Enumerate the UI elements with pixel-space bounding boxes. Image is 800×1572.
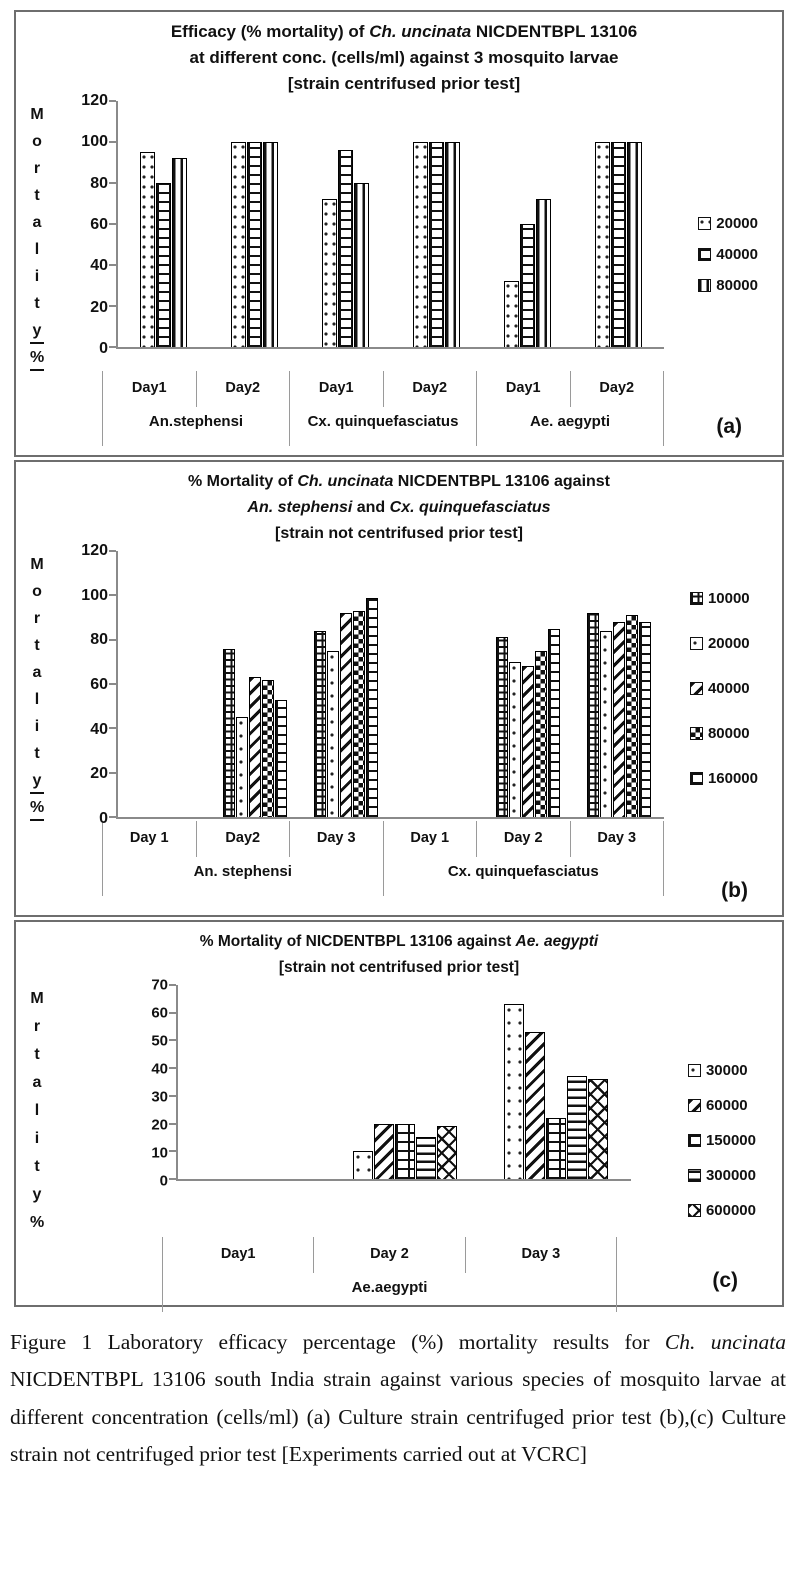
day-axis-label: Day2 <box>197 371 291 407</box>
bar-group <box>209 551 300 817</box>
bar-10000 <box>314 631 326 817</box>
panel-b-label: (b) <box>721 879 748 902</box>
text-segment: Figure 1 Laboratory efficacy percentage (%) mortality results for <box>10 1330 665 1354</box>
day-axis-label: Day 2 <box>314 1237 465 1273</box>
legend-swatch-brick <box>688 1134 701 1147</box>
text-segment: and <box>352 499 390 516</box>
y-tick-mark <box>109 550 116 552</box>
chart-b-species-row <box>102 857 664 896</box>
y-axis-label-char: t <box>34 295 40 312</box>
panel-b <box>14 460 784 917</box>
bar-40000 <box>611 142 626 347</box>
y-axis-label-char: y <box>30 317 44 344</box>
y-tick-label: 10 <box>151 1144 168 1162</box>
text-segment: Efficacy (% mortality) of <box>170 22 370 41</box>
y-tick-mark <box>169 1039 176 1041</box>
day-axis-label: Day1 <box>102 371 197 407</box>
bar-group <box>209 101 300 347</box>
text-segment: [strain not centrifused prior test] <box>274 525 524 542</box>
y-tick-mark <box>109 141 116 143</box>
bar-20000 <box>236 717 248 817</box>
bar-20000 <box>140 152 155 347</box>
bar-group <box>300 101 391 347</box>
day-axis-label: Day 2 <box>477 821 571 857</box>
legend-item <box>690 590 758 607</box>
bar-300000 <box>416 1137 436 1179</box>
y-tick-label: 20 <box>90 298 108 316</box>
chart-c-x-axis-table <box>162 1237 617 1312</box>
y-tick-mark <box>169 1123 176 1125</box>
bar-40000 <box>249 677 261 817</box>
chart-a-x-axis-table <box>102 371 664 446</box>
y-tick-label: 70 <box>151 976 168 994</box>
legend-item <box>688 1132 756 1149</box>
bar-group <box>391 101 482 347</box>
chart-c-day-row <box>162 1237 617 1273</box>
bar-80000 <box>535 651 547 817</box>
chart-c-y-axis-label <box>16 985 64 1237</box>
chart-b-plot-area <box>116 551 664 819</box>
legend-label: 20000 <box>716 215 758 232</box>
bar-20000 <box>504 281 519 347</box>
legend-label: 600000 <box>705 1202 756 1219</box>
y-tick-label: 120 <box>81 92 108 109</box>
bar-40000 <box>340 613 352 817</box>
y-axis-label-char: M <box>30 990 44 1007</box>
legend-swatch-dots <box>698 217 711 230</box>
chart-b-day-row <box>102 821 664 857</box>
chart-a-day-row <box>102 371 664 407</box>
y-axis-label-char: i <box>34 718 40 735</box>
y-axis-label-char: l <box>34 691 40 708</box>
bar-group <box>573 551 664 817</box>
chart-c-species-row <box>162 1273 617 1312</box>
legend-swatch-crossx <box>688 1204 701 1217</box>
chart-a-y-axis-ticks <box>64 92 116 357</box>
y-tick-mark <box>109 772 116 774</box>
y-axis-label-char: M <box>30 556 44 573</box>
y-axis-label-char: % <box>30 344 44 371</box>
legend-label: 300000 <box>705 1167 756 1184</box>
legend-swatch-diag <box>690 682 703 695</box>
panel-c <box>14 920 784 1307</box>
chart-title-line <box>86 71 722 97</box>
y-tick-label: 60 <box>151 1004 168 1022</box>
bar-20000 <box>413 142 428 347</box>
day-axis-label: Day 3 <box>571 821 665 857</box>
y-tick-mark <box>109 639 116 641</box>
y-tick-label: 60 <box>90 676 108 693</box>
italic-text-segment: Ch. uncinata <box>297 473 394 490</box>
chart-b-legend <box>690 590 758 787</box>
legend-swatch-brick <box>698 248 711 261</box>
day-axis-label: Day 1 <box>384 821 478 857</box>
species-axis-label: Cx. quinquefasciatus <box>384 857 665 896</box>
chart-title-line <box>126 955 672 981</box>
legend-swatch-darkcheck <box>690 727 703 740</box>
legend-swatch-dots2 <box>690 637 703 650</box>
y-tick-label: 60 <box>90 216 108 233</box>
italic-text-segment: Cx. quinquefasciatus <box>389 499 551 516</box>
bar-group <box>482 101 573 347</box>
day-axis-label: Day2 <box>571 371 665 407</box>
bar-20000 <box>509 662 521 817</box>
bar-40000 <box>429 142 444 347</box>
legend-item <box>698 277 758 294</box>
y-tick-mark <box>169 1012 176 1014</box>
y-tick-mark <box>169 1067 176 1069</box>
day-axis-label: Day 3 <box>290 821 384 857</box>
y-axis-label-char: o <box>32 133 42 150</box>
legend-label: 80000 <box>707 725 750 742</box>
bar-group <box>300 551 391 817</box>
y-tick-mark <box>169 984 176 986</box>
y-tick-label: 100 <box>81 586 108 604</box>
y-tick-mark <box>109 346 116 348</box>
legend-item <box>688 1202 756 1219</box>
y-axis-label-char: a <box>32 214 42 231</box>
bar-600000 <box>437 1126 457 1179</box>
y-axis-label-char: a <box>32 664 42 681</box>
y-axis-label-char: % <box>30 1214 45 1231</box>
bar-160000 <box>275 700 287 817</box>
text-segment: NICDENTBPL 13106 against <box>393 473 611 490</box>
bar-40000 <box>156 183 171 347</box>
bar-group <box>178 985 329 1179</box>
figure-caption <box>0 1310 800 1482</box>
text-segment: at different conc. (cells/ml) against 3 mosquito larvae <box>189 48 619 67</box>
chart-b-title <box>96 469 702 547</box>
legend-swatch-hlines <box>688 1169 701 1182</box>
legend-label: 60000 <box>705 1097 748 1114</box>
text-segment: [strain centrifused prior test] <box>287 74 521 93</box>
species-axis-label: An.stephensi <box>102 407 290 446</box>
y-axis-label-char: t <box>34 1046 40 1063</box>
text-segment: NICDENTBPL 13106 south India strain against various species of mosquito larvae at different concentration (cells/ml) (a) Culture strain centrifuged prior test (b),(c) Culture strain not centrifuged prior test [Experiments carried out at VCRC] <box>10 1367 786 1467</box>
chart-c-legend <box>688 1062 756 1219</box>
y-tick-mark <box>169 1150 176 1152</box>
bar-80000 <box>354 183 369 347</box>
bar-30000 <box>504 1004 524 1179</box>
legend-label: 40000 <box>707 680 750 697</box>
y-axis-label-char: r <box>33 610 41 627</box>
y-tick-label: 20 <box>151 1116 168 1134</box>
legend-item <box>690 680 758 697</box>
legend-item <box>698 246 758 263</box>
bar-80000 <box>172 158 187 347</box>
y-tick-label: 80 <box>90 631 108 649</box>
bar-group <box>391 551 482 817</box>
chart-title-line <box>96 469 702 495</box>
bar-600000 <box>588 1079 608 1179</box>
text-segment: [strain not centrifused prior test] <box>278 959 520 976</box>
legend-swatch-grid <box>690 592 703 605</box>
y-axis-label-char: y <box>32 1186 42 1203</box>
panel-a <box>14 10 784 457</box>
y-axis-label-char: M <box>30 106 44 123</box>
y-axis-label-char: i <box>34 268 40 285</box>
day-axis-label: Day1 <box>162 1237 314 1273</box>
legend-swatch-vlines <box>698 279 711 292</box>
chart-a-species-row <box>102 407 664 446</box>
bar-60000 <box>525 1032 545 1179</box>
chart-a-title <box>86 19 722 97</box>
bar-20000 <box>322 199 337 347</box>
chart-c-body <box>16 976 782 1237</box>
y-tick-label: 40 <box>151 1060 168 1078</box>
legend-swatch-brick <box>690 772 703 785</box>
day-axis-label: Day1 <box>290 371 384 407</box>
legend-item <box>688 1062 756 1079</box>
bar-40000 <box>338 150 353 347</box>
legend-swatch-dots2 <box>688 1064 701 1077</box>
bar-80000 <box>262 680 274 817</box>
bar-group <box>482 551 573 817</box>
text-segment: % Mortality of NICDENTBPL 13106 against <box>199 933 516 950</box>
chart-b-body <box>16 542 782 827</box>
species-axis-label: Ae. aegypti <box>477 407 664 446</box>
chart-b-x-axis-table <box>102 821 664 896</box>
italic-text-segment: Ch. uncinata <box>664 1330 786 1354</box>
y-axis-label-char: o <box>32 583 42 600</box>
y-axis-label-char: y <box>30 767 44 794</box>
chart-b-y-axis-label <box>16 551 64 821</box>
italic-text-segment: Ae. aegypti <box>515 933 599 950</box>
bar-80000 <box>445 142 460 347</box>
bar-10000 <box>587 613 599 817</box>
legend-item <box>688 1167 756 1184</box>
y-tick-mark <box>109 182 116 184</box>
chart-a-legend <box>698 215 758 294</box>
legend-swatch-diag <box>688 1099 701 1112</box>
day-axis-label: Day 1 <box>102 821 197 857</box>
bar-20000 <box>600 631 612 817</box>
legend-item <box>690 770 758 787</box>
y-tick-label: 40 <box>90 257 108 275</box>
y-axis-label-char: r <box>33 160 41 177</box>
italic-text-segment: Ch. uncinata <box>369 22 472 41</box>
day-axis-label: Day 3 <box>466 1237 617 1273</box>
bar-group <box>118 101 209 347</box>
chart-title-line <box>86 45 722 71</box>
legend-label: 40000 <box>716 246 758 263</box>
bar-80000 <box>536 199 551 347</box>
legend-label: 150000 <box>705 1132 756 1149</box>
day-axis-label: Day2 <box>384 371 478 407</box>
y-axis-label-char: l <box>34 241 40 258</box>
y-tick-label: 0 <box>99 340 108 357</box>
panel-a-label: (a) <box>716 415 742 438</box>
day-axis-label: Day2 <box>197 821 291 857</box>
day-axis-label: Day1 <box>477 371 571 407</box>
chart-a-y-axis-label <box>16 101 64 371</box>
y-axis-label-char: r <box>33 1018 41 1035</box>
species-axis-label: Ae.aegypti <box>162 1273 617 1312</box>
legend-label: 20000 <box>707 635 750 652</box>
bar-150000 <box>395 1124 415 1179</box>
y-tick-mark <box>169 1095 176 1097</box>
bar-20000 <box>327 651 339 817</box>
y-tick-mark <box>109 683 116 685</box>
chart-title-line <box>86 19 722 45</box>
y-tick-mark <box>109 727 116 729</box>
bar-60000 <box>374 1124 394 1179</box>
y-tick-label: 100 <box>81 133 108 151</box>
legend-label: 160000 <box>707 770 758 787</box>
bar-80000 <box>353 611 365 817</box>
legend-label: 30000 <box>705 1062 748 1079</box>
bar-10000 <box>496 637 508 817</box>
legend-label: 10000 <box>707 590 750 607</box>
chart-a-body <box>16 92 782 371</box>
chart-a-plot-area <box>116 101 664 349</box>
y-tick-mark <box>109 594 116 596</box>
bar-20000 <box>231 142 246 347</box>
chart-title-line <box>96 521 702 547</box>
legend-label: 80000 <box>716 277 758 294</box>
bar-40000 <box>522 666 534 817</box>
bar-40000 <box>247 142 262 347</box>
legend-item <box>690 635 758 652</box>
y-tick-label: 20 <box>90 765 108 783</box>
bar-10000 <box>223 649 235 817</box>
y-axis-label-char: i <box>34 1130 40 1147</box>
chart-title-line <box>96 495 702 521</box>
legend-item <box>688 1097 756 1114</box>
chart-title-line <box>126 929 672 955</box>
y-tick-label: 40 <box>90 720 108 738</box>
y-tick-mark <box>109 223 116 225</box>
bar-group <box>329 985 480 1179</box>
y-tick-mark <box>169 1178 176 1180</box>
text-segment: % Mortality of <box>187 473 298 490</box>
y-tick-label: 120 <box>81 542 108 559</box>
y-tick-label: 50 <box>151 1032 168 1050</box>
y-tick-mark <box>109 100 116 102</box>
bar-20000 <box>595 142 610 347</box>
y-tick-label: 80 <box>90 174 108 192</box>
y-axis-label-char: a <box>32 1074 42 1091</box>
bar-160000 <box>548 629 560 817</box>
y-axis-label-char: t <box>34 745 40 762</box>
y-tick-label: 0 <box>99 810 108 827</box>
panel-c-label: (c) <box>712 1269 738 1292</box>
bar-40000 <box>520 224 535 347</box>
chart-c-title <box>126 929 672 981</box>
figure-page <box>0 10 800 1482</box>
bar-30000 <box>353 1151 373 1179</box>
y-tick-mark <box>109 264 116 266</box>
y-axis-label-char: t <box>34 1158 40 1175</box>
y-axis-label-char: % <box>30 794 44 821</box>
bar-300000 <box>567 1076 587 1179</box>
y-tick-mark <box>109 816 116 818</box>
y-tick-mark <box>109 305 116 307</box>
bar-80000 <box>263 142 278 347</box>
chart-b-y-axis-ticks <box>64 542 116 827</box>
y-axis-label-char: t <box>34 187 40 204</box>
species-axis-label: An. stephensi <box>102 857 384 896</box>
bar-160000 <box>366 598 378 817</box>
y-tick-label: 0 <box>159 1172 168 1190</box>
chart-c-plot-area <box>176 985 631 1181</box>
bar-80000 <box>626 615 638 817</box>
bar-group <box>480 985 631 1179</box>
bar-group <box>573 101 664 347</box>
italic-text-segment: An. stephensi <box>247 499 353 516</box>
legend-item <box>690 725 758 742</box>
y-axis-label-char: l <box>34 1102 40 1119</box>
bar-40000 <box>613 622 625 817</box>
bar-150000 <box>546 1118 566 1179</box>
legend-item <box>698 215 758 232</box>
text-segment: NICDENTBPL 13106 <box>471 22 638 41</box>
y-tick-label: 30 <box>151 1088 168 1106</box>
bar-group <box>118 551 209 817</box>
bar-160000 <box>639 622 651 817</box>
species-axis-label: Cx. quinquefasciatus <box>290 407 477 446</box>
bar-80000 <box>627 142 642 347</box>
y-axis-label-char: t <box>34 637 40 654</box>
